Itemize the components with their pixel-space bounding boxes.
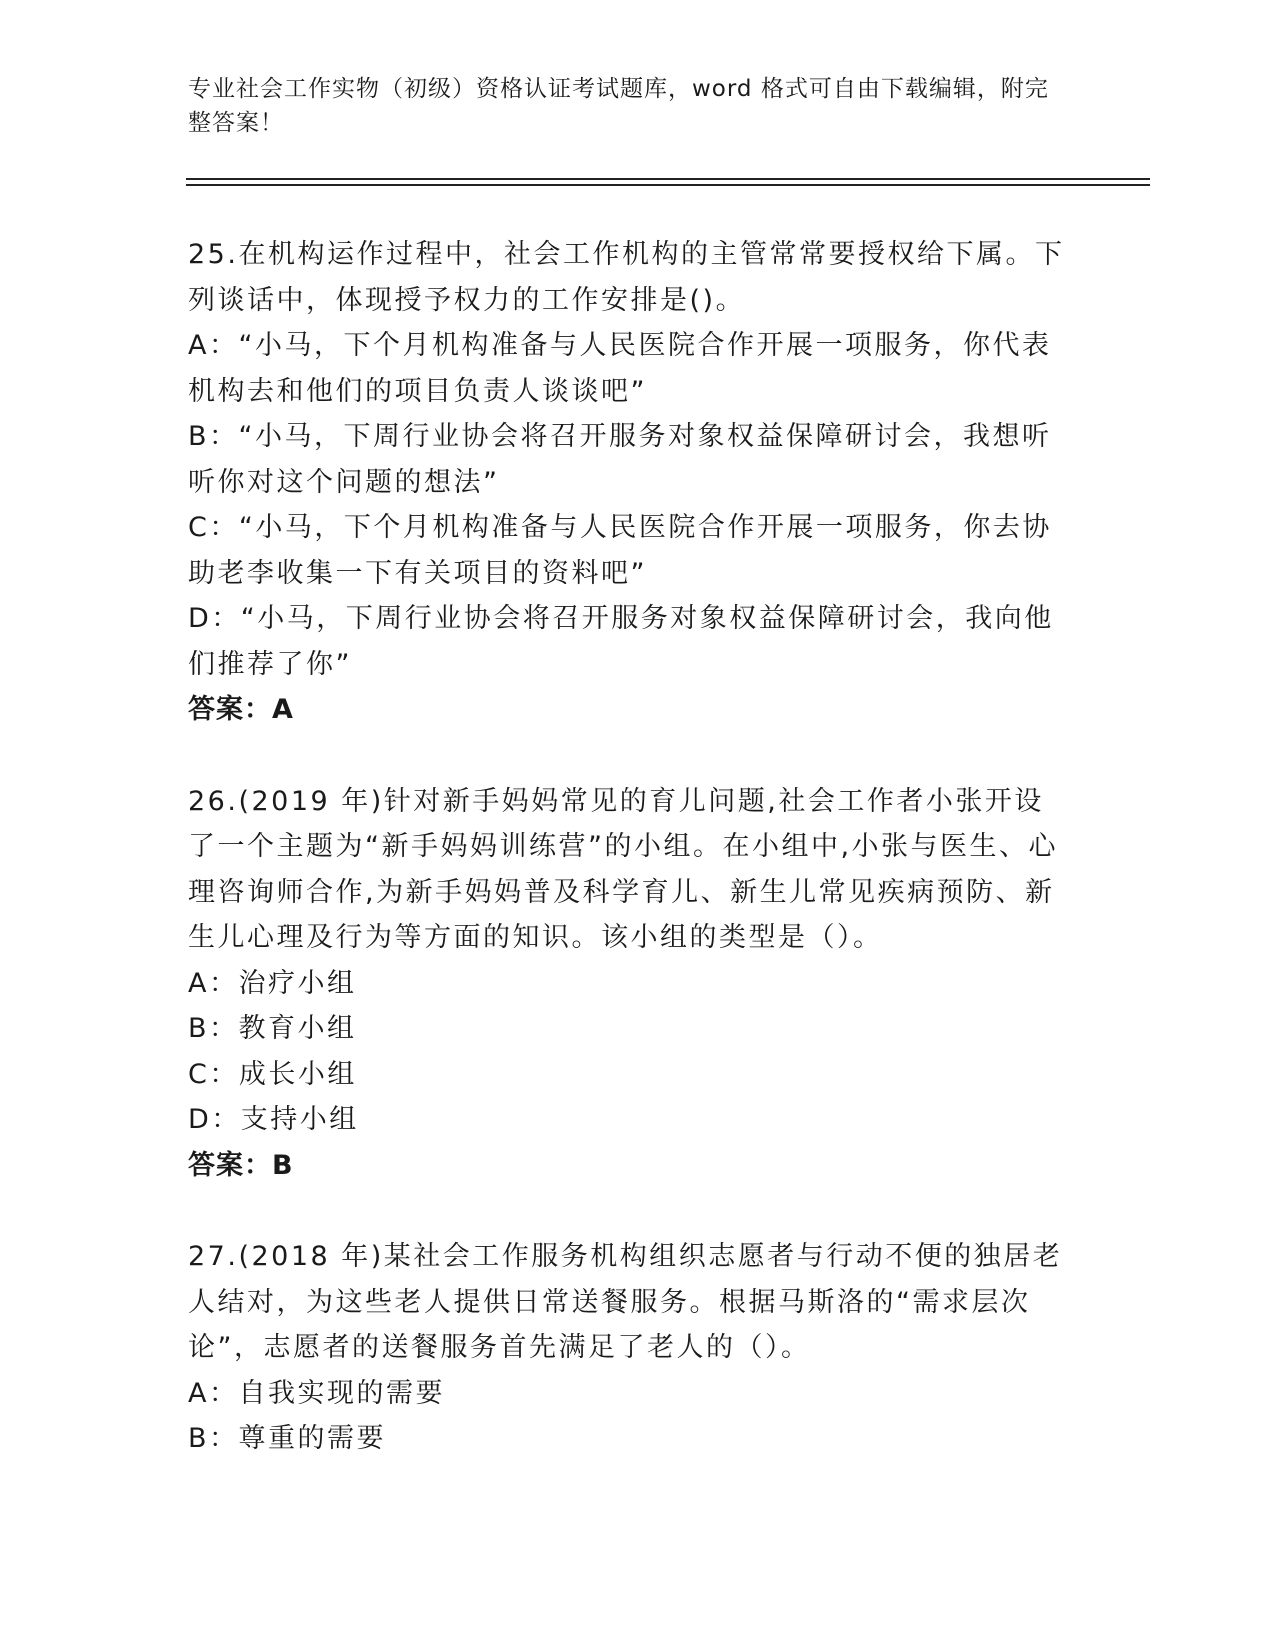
header-divider-bottom	[186, 184, 1150, 186]
option-d: D：“小马，下周行业协会将召开服务对象权益保障研讨会，我向他们推荐了你”	[188, 603, 1054, 680]
option-d: D：支持小组	[188, 1104, 359, 1135]
question-text: 27.(2018 年)某社会工作服务机构组织志愿者与行动不便的独居老人结对，为这些老人提供日常送餐服务。根据马斯洛的“需求层次论”，志愿者的送餐服务首先满足了老人的（）。	[188, 1241, 1063, 1363]
question-text: 25.在机构运作过程中，社会工作机构的主管常常要授权给下属。下列谈话中，体现授予权力的工作安排是()。	[188, 239, 1065, 316]
question-list	[188, 232, 1068, 1462]
option-c: C：成长小组	[188, 1058, 357, 1090]
question-text: 26.(2019 年)针对新手妈妈常见的育儿问题,社会工作者小张开设了一个主题为“新手妈妈训练营”的小组。在小组中,小张与医生、心理咨询师合作,为新手妈妈普及科学育儿、新生儿常见疾病预防、新生儿心理及行为等方面的知识。该小组的类型是（）。	[188, 785, 1059, 953]
option-a: A：自我实现的需要	[188, 1377, 445, 1409]
option-b: B：“小马，下周行业协会将召开服务对象权益保障研讨会，我想听听你对这个问题的想法”	[188, 421, 1052, 498]
question-26	[188, 779, 1068, 1189]
option-c: C：“小马，下个月机构准备与人民医院合作开展一项服务，你去协助老李收集一下有关项目的资料吧”	[188, 512, 1052, 589]
document-header: 专业社会工作实物（初级）资格认证考试题库，word 格式可自由下载编辑，附完整答案！	[188, 76, 1049, 136]
question-25	[188, 232, 1068, 733]
answer-value: A	[272, 694, 294, 725]
option-b: B：尊重的需要	[188, 1423, 387, 1454]
answer-label: 答案：	[188, 694, 272, 725]
option-a: A：“小马，下个月机构准备与人民医院合作开展一项服务，你代表机构去和他们的项目负责人谈谈吧”	[188, 330, 1052, 407]
answer-label: 答案：	[188, 1149, 272, 1181]
answer-line	[188, 687, 1068, 733]
question-27	[188, 1234, 1068, 1462]
answer-line	[188, 1143, 1068, 1189]
header-divider-top	[186, 178, 1150, 180]
answer-value: B	[272, 1149, 294, 1181]
option-b: B：教育小组	[188, 1013, 357, 1044]
option-a: A：治疗小组	[188, 967, 357, 999]
